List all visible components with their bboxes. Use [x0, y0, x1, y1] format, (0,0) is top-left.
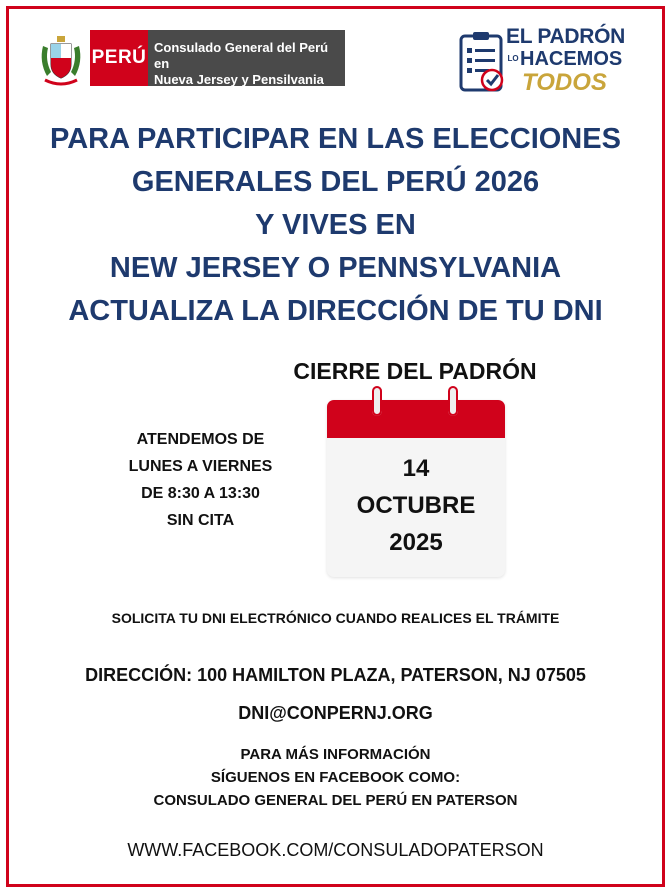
badge-consulate-name: [148, 30, 345, 86]
headline-line-5: ACTUALIZA LA DIRECCIÓN DE TU DNI: [68, 295, 603, 327]
headline-line-1: PARA PARTICIPAR EN LAS ELECCIONES: [50, 123, 621, 155]
calendar-ring-left: [372, 386, 382, 416]
campaign-logo: [458, 26, 648, 96]
deadline-month: OCTUBRE: [356, 492, 476, 519]
deadline-year: 2025: [389, 529, 443, 556]
dni-request-note: SOLICITA TU DNI ELECTRÓNICO CUANDO REALICES EL TRÁMITE: [111, 610, 560, 626]
headline-line-3: Y VIVES EN: [255, 209, 416, 241]
logo-lo: LO: [507, 54, 519, 63]
logo-hacemos: HACEMOS: [520, 48, 623, 70]
logo-line-1: EL PADRÓN: [506, 25, 626, 48]
hours-line-2: LUNES A VIERNES: [128, 458, 273, 475]
consulate-badge: [90, 30, 345, 86]
badge-country: PERÚ: [90, 30, 148, 86]
calendar-icon: [327, 386, 505, 577]
info-line-3: CONSULADO GENERAL DEL PERÚ EN PATERSON: [153, 792, 518, 809]
more-info: [20, 743, 651, 812]
logo-line-2: [506, 48, 648, 70]
peru-coat-of-arms-icon: [37, 32, 85, 88]
hours-line-4: SIN CITA: [166, 512, 235, 529]
logo-line-3: TODOS: [522, 69, 607, 96]
hours-line-3: DE 8:30 A 13:30: [141, 485, 260, 502]
deadline-day: 14: [402, 455, 430, 482]
clipboard-checklist-icon: [458, 30, 506, 92]
deadline-title: CIERRE DEL PADRÓN: [293, 358, 537, 384]
contact-email: DNI@CONPERNJ.ORG: [238, 703, 433, 723]
hours-line-1: ATENDEMOS DE: [136, 431, 265, 448]
info-line-2: SÍGUENOS EN FACEBOOK COMO:: [210, 769, 461, 786]
facebook-url: WWW.FACEBOOK.COM/CONSULADOPATERSON: [127, 840, 544, 860]
headline-line-2: GENERALES DEL PERÚ 2026: [131, 166, 540, 198]
badge-line-1: Consulado General del Perú en: [154, 40, 329, 71]
campaign-logo-text: [506, 26, 648, 96]
info-line-1: PARA MÁS INFORMACIÓN: [240, 746, 431, 763]
office-hours: [108, 426, 293, 534]
headline-line-4: NEW JERSEY O PENNSYLVANIA: [109, 252, 562, 284]
consulate-address: DIRECCIÓN: 100 HAMILTON PLAZA, PATERSON, NJ 07505: [85, 665, 586, 685]
calendar-header: [327, 400, 505, 438]
calendar-date: [327, 450, 505, 561]
calendar-ring-right: [448, 386, 458, 416]
badge-line-2: Nueva Jersey y Pensilvania: [154, 72, 324, 87]
headline: [20, 118, 651, 333]
